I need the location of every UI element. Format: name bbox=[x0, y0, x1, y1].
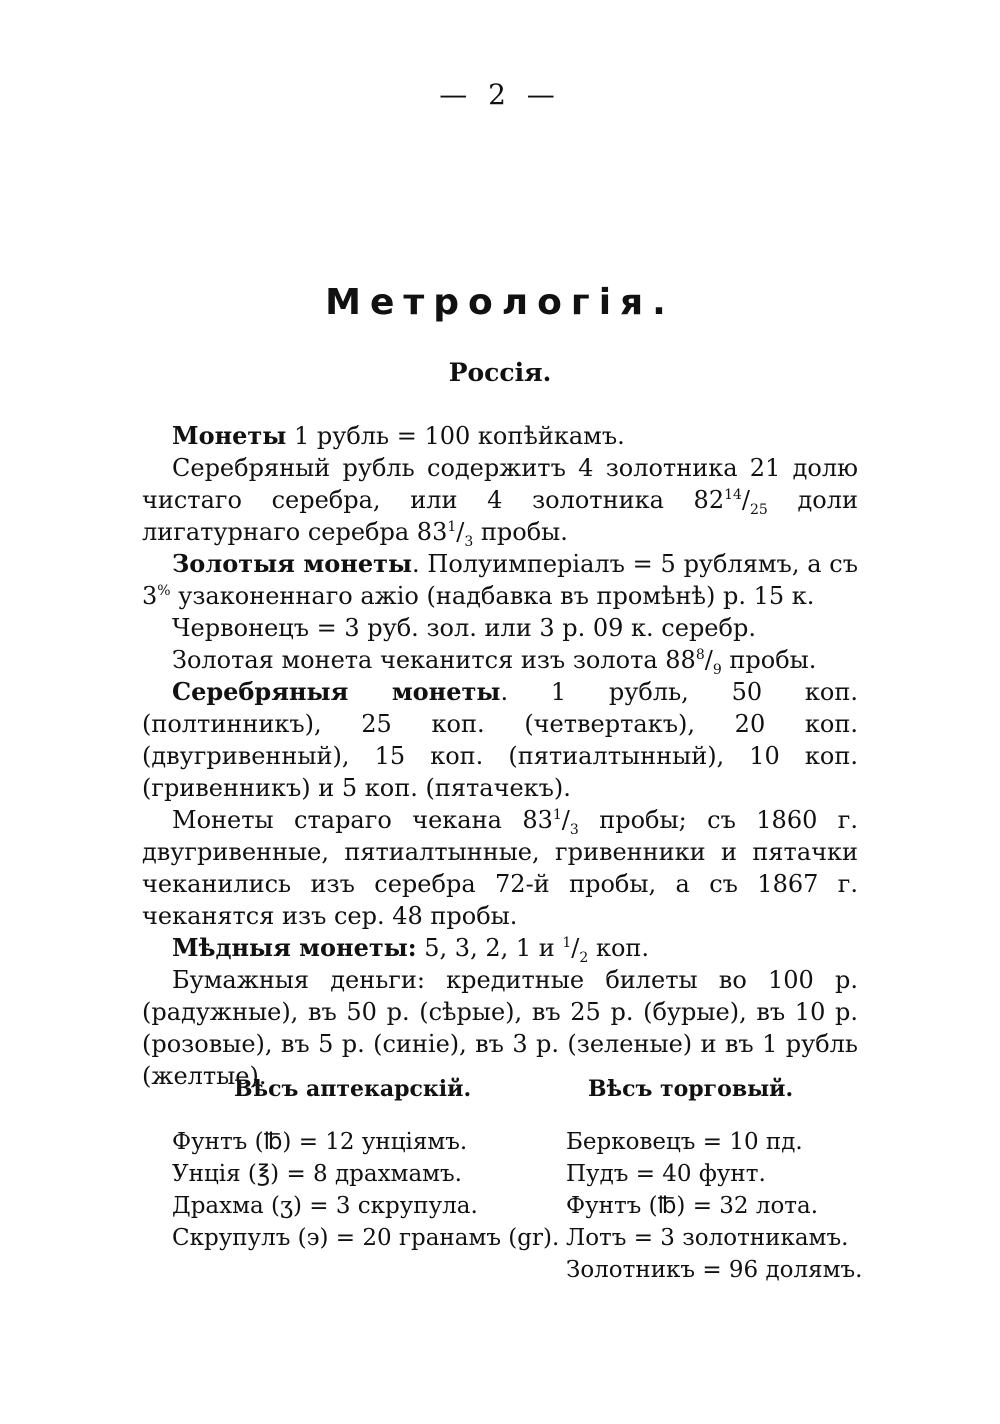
list-item: Лотъ = 3 золотникамъ. bbox=[566, 1225, 849, 1251]
fraction-numerator: 14 bbox=[724, 487, 742, 503]
trade-weight-heading: Вѣсъ торговый. bbox=[588, 1076, 794, 1102]
paragraph-paper-money bbox=[142, 964, 858, 1092]
text-silver-ruble-b: доли лигатурнаго серебра 83 bbox=[142, 486, 858, 546]
body-text bbox=[142, 420, 858, 1092]
paragraph-silver-ruble: Серебряный рубль содержитъ 4 золотника 21 долю чистаго серебра, или 4 золотника $82^{14}/_{25}$ доли лигатурнаго серебра $83^1/_3$ пробы. bbox=[142, 454, 858, 550]
text-gold-coins: . Полуимперіалъ = 5 рублямъ, а съ 3 bbox=[142, 550, 858, 610]
fraction-denominator: 3 bbox=[464, 533, 474, 550]
list-item: Берковецъ = 10 пд. bbox=[566, 1129, 803, 1155]
list-item: Фунтъ (℔) = 12 унціямъ. bbox=[172, 1129, 468, 1155]
fraction-denominator: 25 bbox=[750, 501, 768, 518]
trade-weight-list bbox=[566, 1126, 862, 1286]
text-gold-coins-b: узаконеннаго ажіо (надбавка въ промѣнѣ) р. 15 к. bbox=[170, 582, 815, 610]
text-gold-fineness: Золотая монета чеканится изъ золота 88 bbox=[172, 646, 696, 674]
apothecary-weight-heading: Вѣсъ аптекарскій. bbox=[234, 1076, 472, 1102]
list-item: Золотникъ = 96 долямъ. bbox=[566, 1257, 863, 1283]
text-silver-ruble: Серебряный рубль содержитъ 4 золотника 21 долю чистаго серебра, или 4 золотника 82 bbox=[142, 454, 858, 514]
list-item: Фунтъ (℔) = 32 лота. bbox=[566, 1193, 819, 1219]
text-old-coins: Монеты стараго чекана 83 bbox=[172, 806, 553, 834]
text-silver-coins: . 1 рубль, 50 коп. (полтинникъ), 25 коп. (четвертакъ), 20 коп. (двугривенный), 15 коп. (пятиалтынный), 10 коп. (гривенникъ) и 5 коп. (пятачекъ). bbox=[142, 678, 858, 802]
section-subtitle: Россія. bbox=[448, 358, 552, 387]
label-copper-coins: Мѣдныя монеты: bbox=[172, 933, 417, 962]
paragraph-old-coins: Монеты стараго чекана $83^1/_3$ пробы; съ 1860 г. двугривенные, пятиалтынные, гривенники и пятачки чеканились изъ серебра 72-й пробы, а съ 1867 г. чеканятся изъ сер. 48 пробы. bbox=[142, 806, 859, 930]
text-chervonets: Червонецъ = 3 руб. зол. или 3 р. 09 к. серебр. bbox=[172, 614, 756, 642]
list-item: Драхма (ʒ) = 3 скрупула. bbox=[172, 1193, 478, 1219]
text-copper-coins: 5, 3, 2, 1 и bbox=[416, 934, 563, 962]
percent-sign: % bbox=[157, 583, 171, 599]
text-old-coins-b: пробы; съ 1860 г. двугривенные, пятиалтынные, гривенники и пятачки чеканились изъ серебра 72-й пробы, а съ 1867 г. чеканятся изъ сер. 48 пробы. bbox=[142, 806, 859, 930]
page-title: Метрологія. bbox=[325, 282, 675, 323]
text-paper-money: Бумажныя деньги: кредитные билеты во 100 р. (радужные), въ 50 р. (сѣрые), въ 25 р. (бурые), въ 10 р. (розовые), въ 5 р. (синіе), въ 3 р. (зеленые) и въ 1 рубль (желтые). bbox=[142, 966, 858, 1090]
text-coins: 1 рубль = 100 копѣйкамъ. bbox=[286, 422, 625, 450]
paragraph-gold-fineness: Золотая монета чеканится изъ золота $88^8/_9$ пробы. bbox=[172, 646, 817, 678]
paragraph-gold-coins bbox=[142, 548, 858, 612]
list-item: Скрупулъ (э) = 20 гранамъ (gr). bbox=[172, 1225, 560, 1251]
fraction-numerator: 1 bbox=[562, 935, 572, 951]
list-item: Унція (℥) = 8 драхмамъ. bbox=[172, 1161, 462, 1187]
label-gold-coins: Золотыя монеты bbox=[172, 549, 413, 578]
fraction-denominator: 3 bbox=[569, 821, 579, 838]
text-silver-ruble-c: пробы. bbox=[473, 518, 568, 546]
text-copper-coins-b: коп. bbox=[588, 934, 650, 962]
fraction-numerator: 1 bbox=[447, 519, 457, 535]
fraction-denominator: 9 bbox=[712, 661, 722, 678]
fraction-numerator: 1 bbox=[552, 807, 562, 823]
list-item: Пудъ = 40 фунт. bbox=[566, 1161, 766, 1187]
text-gold-fineness-b: пробы. bbox=[721, 646, 817, 674]
apothecary-weight-list bbox=[172, 1126, 559, 1254]
fraction-denominator: 2 bbox=[579, 949, 589, 966]
paragraph-copper-coins: Мѣдныя монеты: 5, 3, 2, 1 и $^1/_2$ коп. bbox=[172, 933, 650, 966]
label-coins: Монеты bbox=[172, 421, 287, 450]
paragraph-silver-coins bbox=[142, 676, 858, 804]
fraction-numerator: 8 bbox=[695, 647, 705, 663]
page-number: — 2 — bbox=[439, 78, 561, 111]
paragraph-coins bbox=[142, 420, 858, 452]
label-silver-coins: Серебряныя монеты bbox=[172, 677, 501, 706]
paragraph-chervonets bbox=[142, 612, 858, 644]
